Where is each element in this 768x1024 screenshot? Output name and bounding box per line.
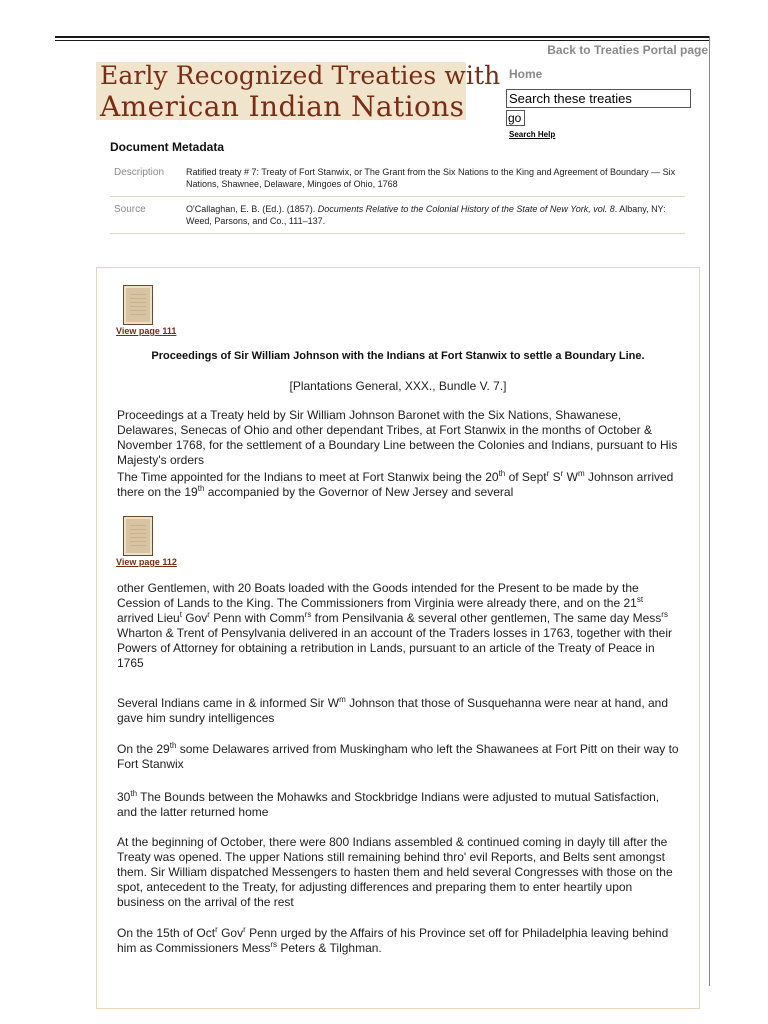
banner-line-2: American Indian Nations (100, 90, 465, 123)
text-span: The Time appointed for the Indians to meet at Fort Stanwix being the 20 (117, 470, 499, 484)
paragraph-1: Proceedings at a Treaty held by Sir William Johnson Baronet with the Six Nations, Shawanese, Delawares, Senecas of Ohio and other dependant Tribes, at Fort Stanwix in the months of October & November 1768, for the settlement of a Boundary Line between the Colonies and Indians, pursuant to His Majesty's orders (117, 408, 678, 467)
source-text-2: . Albany, NY: Weed, Parsons, and Co., 111–137. (186, 204, 666, 226)
paragraph-3 (117, 581, 682, 671)
paragraph-4 (117, 696, 682, 726)
go-button[interactable]: go (506, 110, 525, 126)
source-title-italic: Documents Relative to the Colonial History of the State of New York, vol. 8 (317, 204, 615, 214)
view-page-112-link[interactable]: View page 112 (116, 557, 177, 567)
top-border-thin (55, 40, 710, 41)
superscript: th (169, 741, 177, 750)
search-input[interactable]: Search these treaties (506, 89, 691, 108)
text-span: Gov (181, 611, 208, 625)
superscript: st (636, 595, 644, 604)
search-help-link[interactable]: Search Help (509, 130, 556, 139)
text-span: On the 15th of Oct (117, 926, 216, 940)
text-span: accompanied by the Governor of New Jersey and several (204, 485, 514, 499)
text-span: Wharton & Trent of Pensylvania delivered in an account of the Traders losses in 1763, together with their Powers of Attorney for obtaining a retribution in Lands, pursuant to an article of the Treaty of Peace in 1765 (117, 626, 672, 670)
text-span: from Pensilvania & several other gentlemen, The same day Mess (311, 611, 662, 625)
superscript: th (130, 789, 138, 798)
source-value (186, 197, 685, 233)
text-span: The Bounds between the Mohawks and Stockbridge Indians were adjusted to mutual Satisfaction, and the latter returned home (117, 790, 660, 819)
view-page-111-link[interactable]: View page 111 (116, 326, 177, 336)
document-text-panel (96, 267, 700, 1009)
superscript: rs (661, 610, 668, 619)
paragraph-6 (117, 790, 682, 820)
superscript: r (207, 610, 210, 619)
paragraph-2 (117, 470, 682, 500)
text-span: arrived Lieu (117, 611, 180, 625)
superscript: r (243, 925, 246, 934)
superscript: rs (270, 940, 278, 949)
top-border-thick (55, 36, 710, 38)
text-span: Penn urged by the Affairs of his Province set off for Philadelphia leaving behind him as Commissioners Mess (117, 926, 669, 955)
right-border (709, 36, 710, 986)
text-span: Gov (217, 926, 244, 940)
metadata-row-source (110, 197, 685, 234)
document-subheading: [Plantations General, XXX., Bundle V. 7.] (289, 379, 507, 393)
page-112-thumbnail[interactable] (123, 516, 153, 556)
text-span: W (563, 470, 578, 484)
home-link[interactable]: Home (509, 67, 543, 81)
banner-line-1: Early Recognized Treaties with (100, 61, 501, 90)
superscript: r (560, 469, 564, 478)
back-to-portal-link[interactable]: Back to Treaties Portal page (547, 43, 708, 57)
paragraph-7: At the beginning of October, there were 800 Indians assembled & continued coming in dayly till after the Treaty was opened. The upper Nations still remaining behind thro' evil Reports, and Belts sent amongst them. Sir William dispatched Messengers to hasten them and held several Congresses with those on the spot, antecedent to the Treaty, for adjusting differences and preparing them to enter heartily upon business on the arrival of the rest (117, 835, 673, 909)
superscript: m (577, 469, 585, 478)
page-111-thumbnail[interactable] (123, 285, 153, 325)
paragraph-5 (117, 742, 682, 772)
text-span: Peters & Tilghman. (277, 941, 382, 955)
text-span: of Sept (505, 470, 547, 484)
text-span: On the 29 (117, 742, 170, 756)
metadata-row-description (110, 160, 685, 197)
superscript: t (179, 610, 182, 619)
text-span: Johnson that those of Susquehanna were near at hand, and gave him sundry intelligences (117, 696, 669, 725)
paragraph-8 (117, 926, 682, 956)
superscript: th (197, 484, 205, 493)
superscript: r (215, 925, 218, 934)
text-span: S (549, 470, 561, 484)
text-span: other Gentlemen, with 20 Boats loaded with the Goods intended for the Present to be made by the Cession of Lands to the King. The Commissioners from Virginia were already there, and on the 21 (117, 581, 639, 610)
text-span: Penn with Comm (209, 611, 305, 625)
text-span: 30 (117, 790, 131, 804)
metadata-title: Document Metadata (110, 140, 225, 154)
text-span: some Delawares arrived from Muskingham who left the Shawanees at Fort Pitt on their way to Fort Stanwix (117, 742, 679, 771)
description-value: Ratified treaty # 7: Treaty of Fort Stanwix, or The Grant from the Six Nations to the King and Agreement of Boundary — Six Nations, Shawnee, Delaware, Mingoes of Ohio, 1768 (186, 167, 676, 189)
source-label: Source (114, 204, 146, 215)
text-span: Several Indians came in & informed Sir W (117, 696, 340, 710)
superscript: rs (304, 610, 312, 619)
description-label: Description (114, 167, 165, 178)
text-span: Johnson arrived there on the 19 (117, 470, 674, 499)
document-heading: Proceedings of Sir William Johnson with the Indians at Fort Stanwix to settle a Boundary Line. (151, 350, 645, 362)
superscript: m (339, 695, 346, 704)
metadata-table (110, 160, 685, 234)
source-text-1: O'Callaghan, E. B. (Ed.). (1857). (186, 204, 318, 214)
site-banner-logo[interactable] (96, 61, 501, 123)
superscript: r (546, 469, 550, 478)
superscript: th (498, 469, 506, 478)
